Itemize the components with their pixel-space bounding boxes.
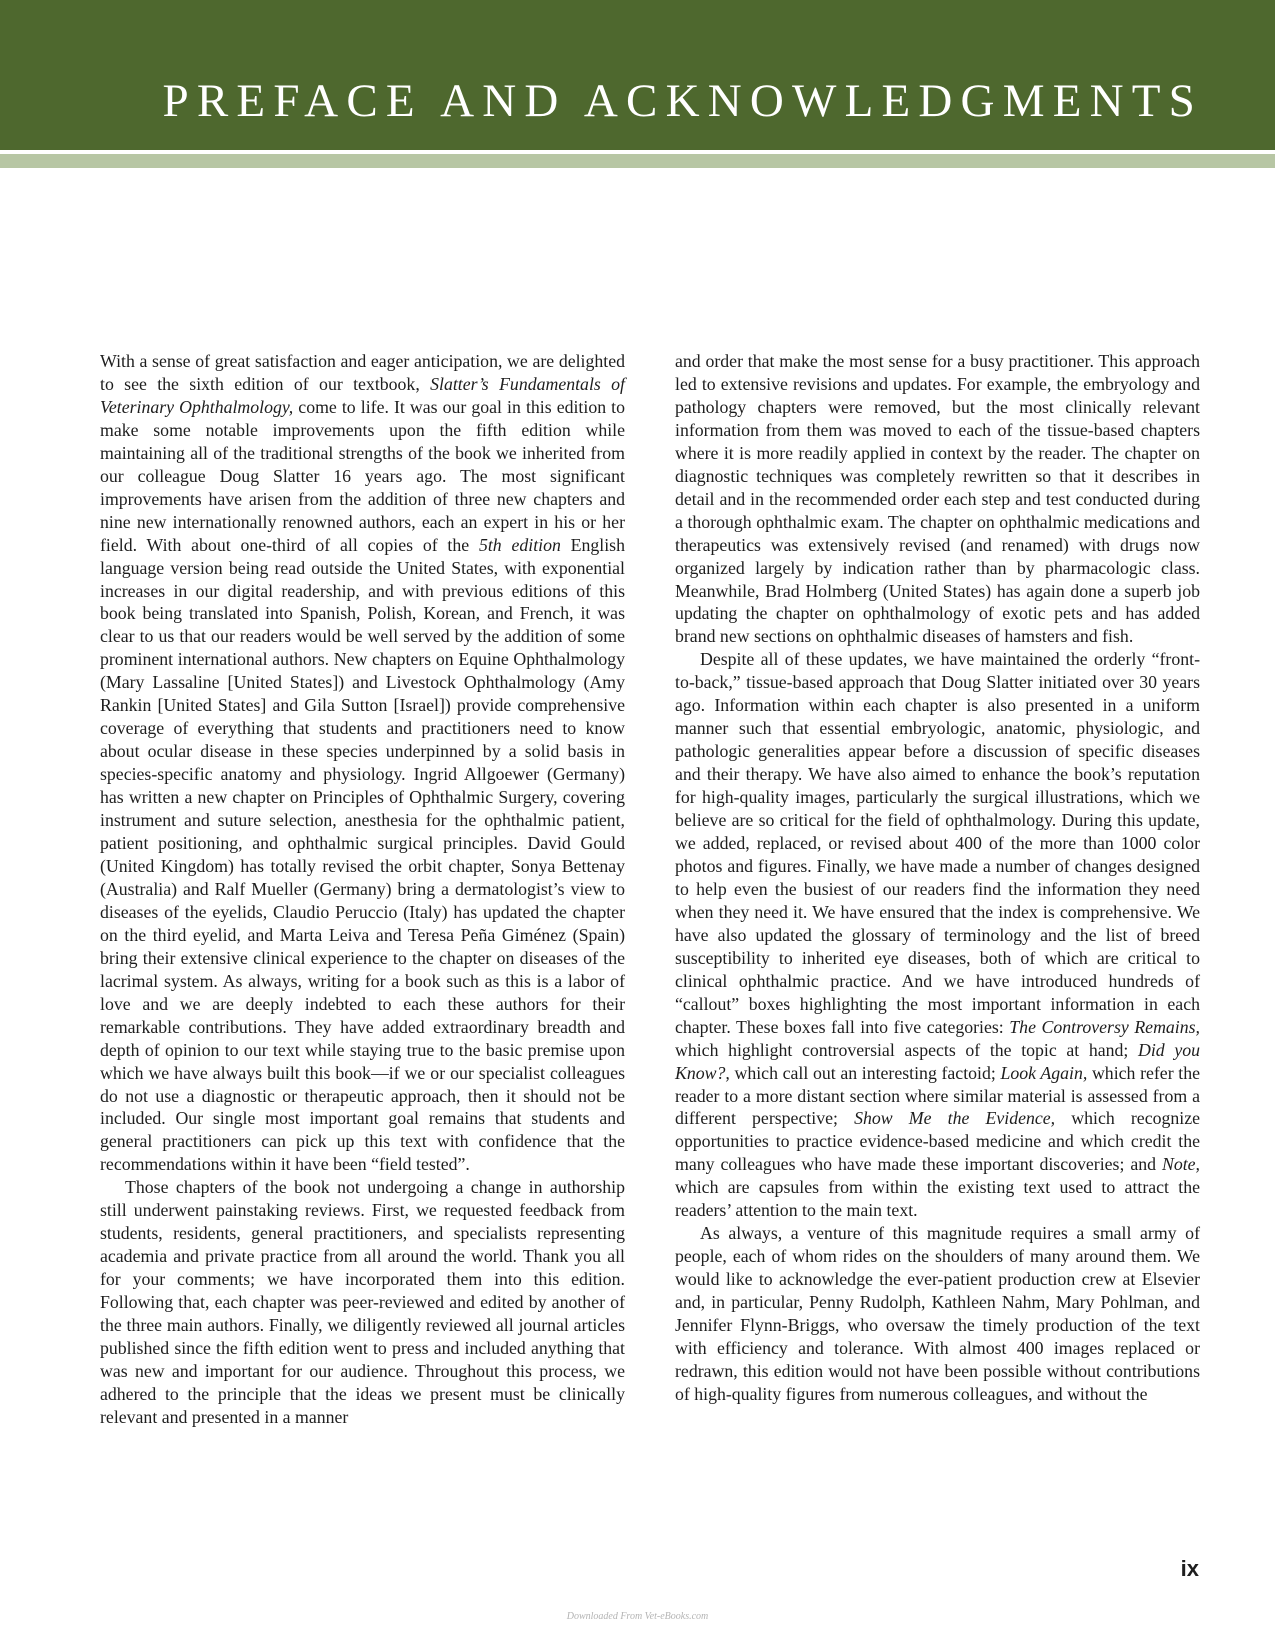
- callout-name: Did you Know?,: [675, 1039, 1200, 1083]
- text-run: Despite all of these updates, we have maintained the orderly “front-to-back,” tissue-based approach that Doug Slatter initiated over 30 years ago. Information within each chapter is also presented in a uniform manner such that essential embryologic, anatomic, physiologic, and pathologic generalities appear before a discussion of specific diseases and their therapy. We have also aimed to enhance the book’s reputation for high-quality images, particularly the surgical illustrations, which we believe are so critical for the field of ophthalmology. During this update, we added, replaced, or revised about 400 of the more than 1000 color photos and figures. Finally, we have made a number of changes designed to help even the busiest of our readers find the information they need when they need it. We have ensured that the index is comprehensive. We have also updated the glossary of terminology and the list of breed susceptibility to inherited eye diseases, both of which are critical to clinical ophthalmic practice. And we have introduced hundreds of “callout” boxes highlighting the most important information in each chapter. These boxes fall into five categories:: [675, 649, 1200, 1037]
- edition-name: 5th edition: [478, 534, 561, 555]
- paragraph: [100, 350, 625, 1176]
- footer-watermark: Downloaded From Vet-eBooks.com: [566, 1611, 709, 1622]
- text-run: which call out an interesting factoid;: [729, 1062, 1001, 1083]
- callout-name: The Controversy Remains,: [1009, 1016, 1201, 1037]
- page-title: PREFACE AND ACKNOWLEDGMENTS: [162, 75, 1203, 127]
- text-run: English language version being read outside the United States, with exponential increases in our digital readership, and with previous editions of this book being translated into Spanish, Polish, Korean, and French, it was clear to us that our readers would be well served by the addition of some prominent international authors. New chapters on Equine Ophthalmology (Mary Lassaline [United States]) and Livestock Ophthalmology (Amy Rankin [United States] and Gila Sutton [Israel]) provide comprehensive coverage of everything that students and practitioners need to know about ocular disease in these species underpinned by a solid basis in species-specific anatomy and physiology. Ingrid Allgoewer (Germany) has written a new chapter on Principles of Ophthalmic Surgery, covering instrument and suture selection, anesthesia for the ophthalmic patient, patient positioning, and ophthalmic surgical principles. David Gould (United Kingdom) has totally revised the orbit chapter, Sonya Bettenay (Australia) and Ralf Mueller (Germany) bring a dermatologist’s view to diseases of the eyelids, Claudio Peruccio (Italy) has updated the chapter on the third eyelid, and Marta Leiva and Teresa Peña Giménez (Spain) bring their extensive clinical experience to the chapter on diseases of the lacrimal system. As always, writing for a book such as this is a labor of love and we are deeply indebted to each these authors for their remarkable contributions. They have added extraordinary breadth and depth of opinion to our text while staying true to the basic premise upon which we have always built this book—if we or our specialist colleagues do not use a diagnostic or therapeutic approach, then it should not be included. Our single most important goal remains that students and general practitioners can pick up this text with confidence that the recommendations within it have been “field tested”.: [100, 534, 625, 1175]
- text-run: which highlight controversial aspects of the topic at hand;: [675, 1039, 1139, 1060]
- text-run: come to life. It was our goal in this edition to make some notable improvements upon the fifth edition while maintaining all of the traditional strengths of the book we inherited from our colleague Doug Slatter 16 years ago. The most significant improvements have arisen from the addition of three new chapters and nine new internationally renowned authors, each an expert in his or her field. With about one-third of all copies of the: [100, 396, 625, 555]
- text-run: which refer the reader to a more distant section where similar material is assessed from a different perspective;: [675, 1062, 1201, 1129]
- callout-name: Show Me the Evidence,: [854, 1108, 1056, 1129]
- paragraph: and order that make the most sense for a busy practitioner. This approach led to extensive revisions and updates. For example, the embryology and pathology chapters were removed, but the most clinically relevant information from them was moved to each of the tissue-based chapters where it is more readily applied in context by the reader. The chapter on diagnostic techniques was completely rewritten so that it describes in detail and in the recommended order each step and test conducted during a thorough ophthalmic exam. The chapter on ophthalmic medications and therapeutics was extensively revised (and renamed) with drugs now organized largely by indication rather than by pharmacologic class. Meanwhile, Brad Holmberg (United States) has again done a superb job updating the chapter on ophthalmology of exotic pets and has added brand new sections on ophthalmic diseases of hamsters and fish.: [675, 351, 1200, 647]
- paragraph: [675, 648, 1200, 1222]
- book-title: Slatter’s Fundamentals of Veterinary Ophthalmology,: [100, 373, 625, 417]
- paragraph: As always, a venture of this magnitude requires a small army of people, each of whom rides on the shoulders of many around them. We would like to acknowledge the ever-patient production crew at Elsevier and, in particular, Penny Rudolph, Kathleen Nahm, Mary Pohlman, and Jennifer Flynn-Briggs, who oversaw the timely production of the text with efficiency and tolerance. With almost 400 images replaced or redrawn, this edition would not have been possible without contributions of high-quality figures from numerous colleagues, and without the: [675, 1223, 1200, 1404]
- text-run: which recognize opportunities to practice evidence-based medicine and which credit the many colleagues who have made these important discoveries; and: [675, 1108, 1200, 1175]
- header-rule: [0, 154, 1275, 168]
- callout-name: Look Again,: [1000, 1062, 1088, 1083]
- left-column: [100, 350, 625, 1429]
- text-run: With a sense of great satisfaction and eager anticipation, we are delighted to see the sixth edition of our textbook,: [100, 351, 625, 394]
- header-banner: [0, 0, 1275, 150]
- page-number: ix: [1180, 1556, 1199, 1581]
- callout-name: Note,: [1161, 1154, 1200, 1175]
- text-run: which are capsules from within the existing text used to attract the readers’ attention to the main text.: [675, 1177, 1200, 1221]
- right-column: [675, 350, 1200, 1406]
- paragraph: Those chapters of the book not undergoing a change in authorship still underwent painstaking reviews. First, we requested feedback from students, residents, general practitioners, and specialists representing academia and private practice from all around the world. Thank you all for your comments; we have incorporated them into this edition. Following that, each chapter was peer-reviewed and edited by another of the three main authors. Finally, we diligently reviewed all journal articles published since the fifth edition went to press and included anything that was new and important for our audience. Throughout this process, we adhered to the principle that the ideas we present must be clinically relevant and presented in a manner: [100, 1177, 625, 1427]
